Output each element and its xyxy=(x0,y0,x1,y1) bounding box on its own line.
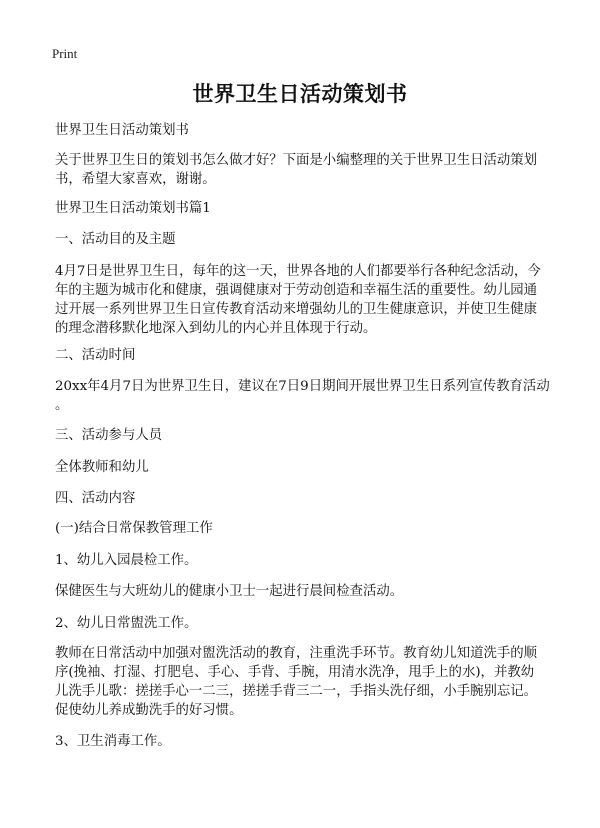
section-3-paragraph: 全体教师和幼儿 xyxy=(55,460,149,475)
chapter-heading: 世界卫生日活动策划书篇1 xyxy=(55,201,211,216)
section-2-heading: 二、活动时间 xyxy=(55,348,136,363)
section-3-heading: 三、活动参与人员 xyxy=(55,428,163,443)
item-1-heading: 1、幼儿入园晨检工作。 xyxy=(55,553,198,568)
page-title: 世界卫生日活动策划书 xyxy=(192,81,408,106)
intro-paragraph: 关于世界卫生日的策划书怎么做才好？下面是小编整理的关于世界卫生日活动策划 书，希望大家喜欢，谢谢。 xyxy=(55,153,538,187)
document-subtitle: 世界卫生日活动策划书 xyxy=(55,123,189,138)
section-4-heading: 四、活动内容 xyxy=(55,491,136,506)
section-1-heading: 一、活动目的及主题 xyxy=(55,232,176,247)
item-1-paragraph: 保健医生与大班幼儿的健康小卫士一起进行晨间检查活动。 xyxy=(55,584,404,599)
print-label: Print xyxy=(52,46,78,61)
item-2-paragraph: 教师在日常活动中加强对盥洗活动的教育，注重洗手环节。教育幼儿知道洗手的顺 序(挽袖、打湿、打肥皂、手心、手背、手腕，用清水洗净，甩手上的水)，并教幼 儿洗手儿歌：搓搓手心一二三，搓搓手背三二一，手指头洗仔细，小手腕别忘记。 促使幼儿养成勤洗手的好习惯。 xyxy=(55,646,538,718)
item-2-heading: 2、幼儿日常盥洗工作。 xyxy=(55,616,198,631)
section-1-paragraph: 4月7日是世界卫生日，每年的这一天，世界各地的人们都要举行各种纪念活动，今 年的主题为城市化和健康，强调健康对于劳动创造和幸福生活的重要性。幼儿园通 过开展一系列世界卫生日宣传教育活动来增强幼儿的卫生健康意识，并使卫生健康 的理念潜移默化地深入到幼儿的内心并且体现于行动。 xyxy=(55,264,541,336)
item-3-heading: 3、卫生消毒工作。 xyxy=(55,734,171,749)
section-2-paragraph: 20xx年4月7日为世界卫生日，建议在7日9日期间开展世界卫生日系列宣传教育活动 。 xyxy=(55,379,550,413)
section-4-subheading: (一)结合日常保教管理工作 xyxy=(55,521,213,536)
